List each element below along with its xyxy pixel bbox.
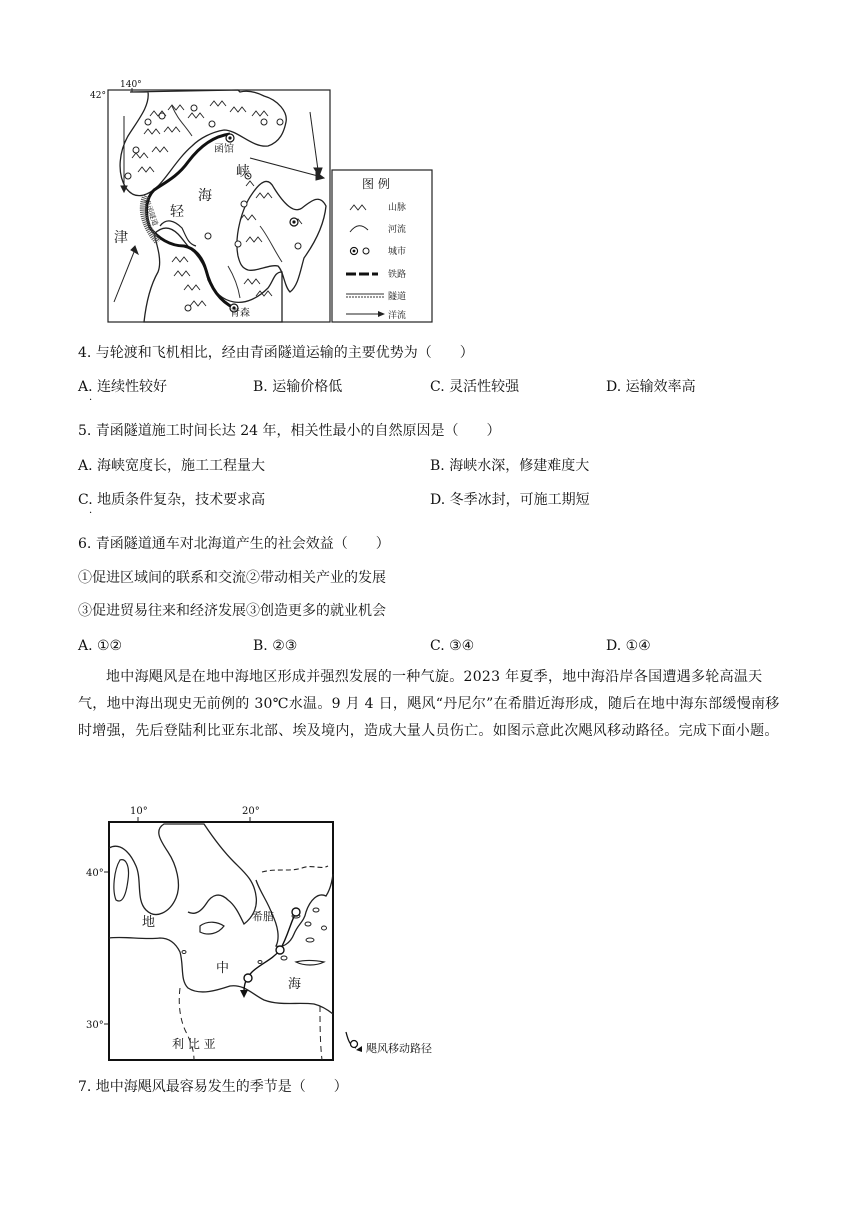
- legend-title: 图 例: [362, 177, 390, 191]
- legend-item-river: 河流: [388, 225, 407, 235]
- q6-stem: 6. 青函隧道通车对北海道产生的社会效益（ ）: [78, 536, 390, 552]
- strait-label-kai: 海: [198, 188, 212, 204]
- q5-option-c[interactable]: C. 地质条件复杂，技术要求高: [78, 492, 266, 508]
- libya-label: 利 比 亚: [172, 1037, 216, 1051]
- option-dot-mark: ·: [89, 395, 93, 406]
- sicily-island: [200, 922, 224, 934]
- option-dot-mark: ·: [89, 508, 93, 519]
- q5-option-d[interactable]: D. 冬季冰封，可施工期短: [430, 492, 590, 508]
- crete-island: [296, 961, 324, 966]
- legend-item-mountain: 山脉: [388, 203, 407, 213]
- map2-legend: [346, 1032, 432, 1055]
- italy-coast: [109, 824, 256, 924]
- map1-lon-label: 140°: [120, 80, 142, 90]
- q5-option-a[interactable]: A. 海峡宽度长，施工工程量大: [78, 458, 266, 474]
- map2-frame: [109, 822, 333, 1060]
- q4-option-c[interactable]: C. 灵活性较强: [430, 379, 520, 395]
- reading-passage: 地中海飓风是在地中海地区形成并强烈发展的一种气旋。2023 年夏季，地中海沿岸各国遭遇多轮高温天气，地中海出现史无前例的 30℃水温。9 月 4 日，飓风“丹尼尔”在希腊近海形成，随后在地中海东部缓慢南移时增强，先后登陆利比亚东北部、埃及境内，造成大量人员伤亡。如图示意此次飓风移动路径。完成下面小题。: [78, 669, 780, 739]
- q7-stem: 7. 地中海飓风最容易发生的季节是（ ）: [78, 1079, 348, 1095]
- seikan-tunnel-map: [88, 76, 440, 328]
- hakodate-label: 函馆: [214, 144, 234, 155]
- q6-statement-line-1: ①促进区域间的联系和交流②带动相关产业的发展: [78, 570, 386, 586]
- legend-item-railway: 铁路: [388, 270, 407, 280]
- border-line: [320, 1006, 322, 1060]
- q4-option-d[interactable]: D. 运输效率高: [606, 379, 696, 395]
- cyclone-track-arrowhead: [240, 990, 248, 998]
- cyclone-track-map: [84, 800, 464, 1070]
- q6-option-a[interactable]: A. ①②: [78, 638, 123, 654]
- q4-stem: 4. 与轮渡和飞机相比，经由青函隧道运输的主要优势为（ ）: [78, 345, 474, 361]
- railway-line: [147, 134, 234, 308]
- q6-option-d[interactable]: D. ①④: [606, 638, 651, 654]
- map2-lon-label-20: 20°: [242, 806, 260, 817]
- q6-option-b[interactable]: B. ②③: [253, 638, 298, 654]
- q6-option-c[interactable]: C. ③④: [430, 638, 475, 654]
- tunnel-label: 青函隧道: [142, 197, 160, 227]
- border-line: [262, 866, 328, 872]
- sea-label-hai: 海: [288, 977, 302, 992]
- legend-item-city: 城市: [388, 247, 407, 257]
- hokkaido-coast: [120, 90, 286, 196]
- map2-lat-label-30: 30°: [86, 1020, 104, 1031]
- map2-lon-label-10: 10°: [130, 806, 148, 817]
- strait-label-tsu: 津: [114, 230, 128, 246]
- map1-lat-label: 42°: [90, 91, 106, 101]
- strait-label-kyo: 峡: [236, 164, 250, 180]
- q4-option-b[interactable]: B. 运输价格低: [253, 379, 343, 395]
- legend-cyclone-track: 飓风移动路径: [366, 1042, 432, 1055]
- greece-label: 希腊: [252, 910, 274, 923]
- map2-lat-label-40: 40°: [86, 868, 104, 879]
- river: [260, 226, 282, 262]
- q6-statement-line-2: ③促进贸易往来和经济发展③创造更多的就业机会: [78, 603, 386, 619]
- sea-label-di: 地: [142, 915, 156, 930]
- q4-option-a[interactable]: A. 连续性较好: [78, 379, 168, 395]
- legend-city-icon: [363, 248, 369, 254]
- q5-stem: 5. 青函隧道施工时间长达 24 年，相关性最小的自然原因是（ ）: [78, 423, 501, 439]
- strait-label-kei: 轻: [170, 204, 184, 220]
- sea-label-zhong: 中: [216, 961, 230, 976]
- sardinia-island: [114, 860, 129, 901]
- aomori-label: 青森: [230, 308, 250, 319]
- legend-item-current: 洋流: [388, 311, 407, 321]
- q5-option-b[interactable]: B. 海峡水深，修建难度大: [430, 458, 590, 474]
- map1-legend: [332, 170, 432, 322]
- legend-item-tunnel: 隧道: [388, 292, 407, 302]
- river: [172, 106, 192, 136]
- river: [228, 266, 240, 298]
